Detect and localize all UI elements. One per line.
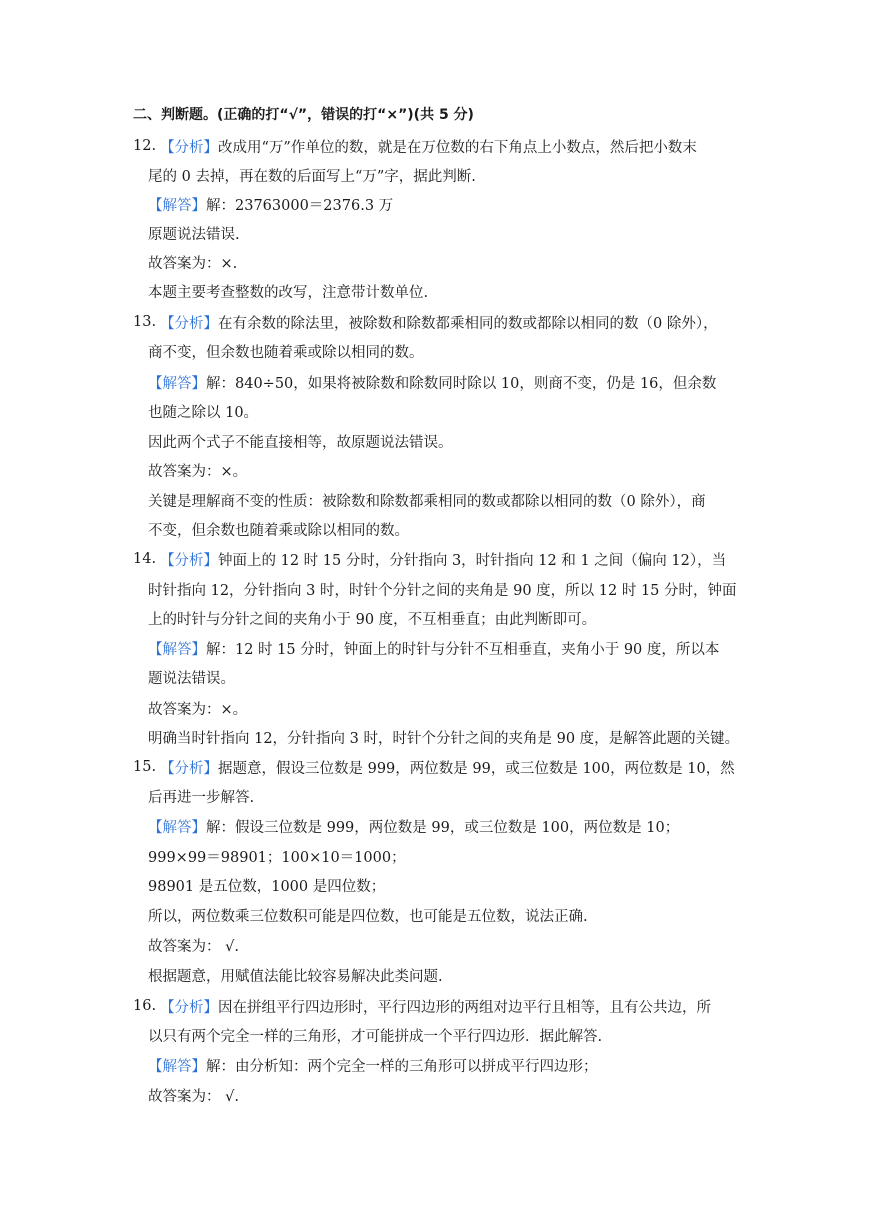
analysis-line: 上的时针与分针之间的夹角小于 90 度，不互相垂直；由此判断即可。 bbox=[148, 612, 597, 628]
analysis-line: 以只有两个完全一样的三角形，才可能拼成一个平行四边形．据此解答. bbox=[148, 1029, 603, 1045]
text-line: 999×99＝98901；100×10＝1000； bbox=[148, 850, 406, 866]
answer-line: 【解答】解：840÷50，如果将被除数和除数同时除以 10，则商不变，仍是 16，但余数 bbox=[148, 376, 717, 392]
text-line: 不变，但余数也随着乘或除以相同的数。 bbox=[148, 523, 409, 539]
answer-line: 【解答】解：假设三位数是 999，两位数是 99，或三位数是 100，两位数是 10； bbox=[148, 820, 680, 836]
question-number: 13. bbox=[133, 314, 157, 330]
question-number: 12. bbox=[133, 138, 157, 154]
text-line: 故答案为： √. bbox=[148, 1089, 239, 1105]
analysis-line: 后再进一步解答. bbox=[148, 790, 255, 806]
question-number: 16. bbox=[133, 998, 157, 1014]
analysis-tag: 【分析】 bbox=[160, 140, 218, 156]
analysis-line: 【分析】改成用“万”作单位的数，就是在万位数的右下角点上小数点，然后把小数末 bbox=[160, 140, 697, 156]
analysis-line: 【分析】在有余数的除法里，被除数和除数都乘相同的数或都除以相同的数（0 除外）， bbox=[160, 316, 718, 332]
answer-line: 【解答】解：12 时 15 分时，钟面上的时针与分针不互相垂直，夹角小于 90 度，所以本 bbox=[148, 642, 720, 658]
analysis-line: 【分析】因在拼组平行四边形时，平行四边形的两组对边平行且相等，且有公共边，所 bbox=[160, 1000, 711, 1016]
question-number: 14. bbox=[133, 551, 157, 567]
answer-line: 【解答】解：23763000＝2376.3 万 bbox=[148, 198, 394, 214]
text-line: 98901 是五位数，1000 是四位数； bbox=[148, 879, 386, 895]
text-line: 根据题意，用赋值法能比较容易解决此类问题. bbox=[148, 969, 443, 985]
question-number: 15. bbox=[133, 759, 157, 775]
analysis-tag: 【分析】 bbox=[160, 553, 218, 569]
answer-line: 题说法错误。 bbox=[148, 671, 235, 687]
text-line: 故答案为：×. bbox=[148, 256, 238, 272]
analysis-tag: 【分析】 bbox=[160, 1000, 218, 1016]
answer-tag: 【解答】 bbox=[148, 376, 206, 392]
text-line: 原题说法错误. bbox=[148, 227, 240, 243]
answer-line: 【解答】解：由分析知：两个完全一样的三角形可以拼成平行四边形； bbox=[148, 1059, 598, 1075]
text-line: 所以，两位数乘三位数积可能是四位数，也可能是五位数，说法正确. bbox=[148, 909, 588, 925]
answer-tag: 【解答】 bbox=[148, 1059, 206, 1075]
analysis-tag: 【分析】 bbox=[160, 761, 218, 777]
analysis-line: 时针指向 12，分针指向 3 时，时针个分针之间的夹角是 90 度，所以 12 时 15 分时，钟面 bbox=[148, 583, 737, 599]
text-line: 故答案为：×。 bbox=[148, 464, 248, 480]
section-title: 二、判断题。(正确的打“√”，错误的打“×”)(共 5 分) bbox=[133, 107, 474, 123]
text-line: 故答案为：×。 bbox=[148, 702, 248, 718]
analysis-line: 【分析】据题意，假设三位数是 999，两位数是 99，或三位数是 100，两位数是 10，然 bbox=[160, 761, 735, 777]
text-line: 故答案为： √. bbox=[148, 939, 239, 955]
text-line: 关键是理解商不变的性质：被除数和除数都乘相同的数或都除以相同的数（0 除外），商 bbox=[148, 494, 706, 510]
analysis-line: 【分析】钟面上的 12 时 15 分时，分针指向 3，时针指向 12 和 1 之间（偏向 12），当 bbox=[160, 553, 727, 569]
text-line: 因此两个式子不能直接相等，故原题说法错误。 bbox=[148, 435, 453, 451]
answer-line: 也随之除以 10。 bbox=[148, 405, 259, 421]
answer-tag: 【解答】 bbox=[148, 642, 206, 658]
text-line: 明确当时针指向 12，分针指向 3 时，时针个分针之间的夹角是 90 度，是解答此题的关键。 bbox=[148, 731, 740, 747]
analysis-tag: 【分析】 bbox=[160, 316, 218, 332]
answer-tag: 【解答】 bbox=[148, 820, 206, 836]
analysis-line: 商不变，但余数也随着乘或除以相同的数。 bbox=[148, 345, 424, 361]
answer-tag: 【解答】 bbox=[148, 198, 206, 214]
text-line: 本题主要考查整数的改写，注意带计数单位. bbox=[148, 285, 429, 301]
analysis-line: 尾的 0 去掉，再在数的后面写上“万”字，据此判断. bbox=[148, 169, 476, 185]
